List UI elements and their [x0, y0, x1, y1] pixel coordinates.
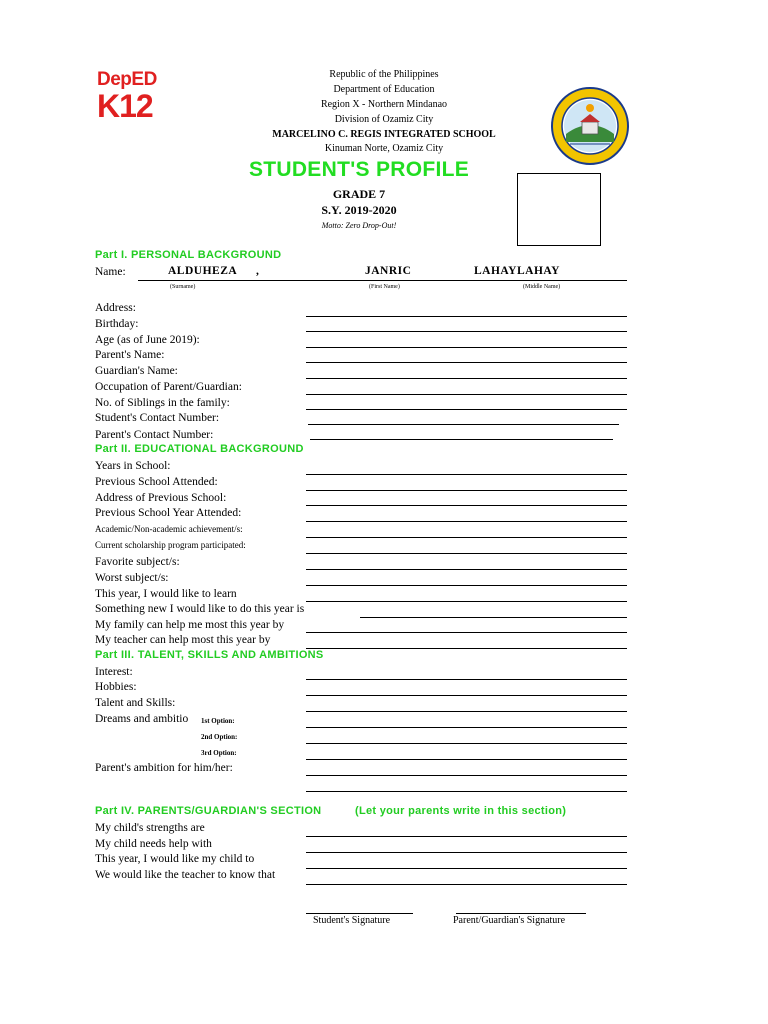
motto: Motto: Zero Drop-Out!: [321, 221, 397, 230]
part1-heading: Part I. PERSONAL BACKGROUND: [95, 249, 282, 261]
previous-school-year-line[interactable]: [306, 521, 627, 522]
something-new-line[interactable]: [360, 617, 627, 618]
student-contact-line[interactable]: [308, 424, 619, 425]
guardians-name-label: Guardian's Name:: [95, 365, 178, 377]
teacher-help-label: My teacher can help most this year by: [95, 634, 271, 646]
previous-school-label: Previous School Attended:: [95, 476, 218, 488]
grade-label: GRADE 7: [332, 187, 386, 201]
strengths-line[interactable]: [306, 836, 627, 837]
parent-ambition-line-2[interactable]: [306, 791, 627, 792]
option-3-line[interactable]: [306, 759, 627, 760]
something-new-label: Something new I would like to do this year is: [95, 603, 305, 615]
hobbies-line[interactable]: [306, 695, 627, 696]
photo-box[interactable]: [517, 173, 601, 246]
header-line-2: Department of Education: [333, 84, 435, 95]
address-line[interactable]: [306, 316, 627, 317]
needs-help-label: My child needs help with: [95, 838, 212, 850]
part4-heading: Part IV. PARENTS/GUARDIAN'S SECTION: [95, 805, 322, 817]
years-in-school-label: Years in School:: [95, 460, 171, 472]
previous-school-address-line[interactable]: [306, 505, 627, 506]
family-help-line[interactable]: [306, 632, 627, 633]
k12-logo-text: K12: [97, 88, 153, 124]
age-line[interactable]: [306, 347, 627, 348]
talent-skills-label: Talent and Skills:: [95, 697, 176, 709]
deped-logo-text: DepED: [97, 69, 157, 90]
previous-school-year-label: Previous School Year Attended:: [95, 507, 242, 519]
school-name: MARCELINO C. REGIS INTEGRATED SCHOOL: [272, 129, 496, 140]
header-line-4: Division of Ozamiz City: [334, 114, 434, 125]
parent-ambition-line-1[interactable]: [306, 775, 627, 776]
occupation-label: Occupation of Parent/Guardian:: [95, 381, 242, 393]
part3-heading: Part III. TALENT, SKILLS AND AMBITIONS: [95, 649, 324, 661]
hobbies-label: Hobbies:: [95, 681, 137, 693]
option-1-label: 1st Option:: [201, 717, 235, 725]
school-year: S.Y. 2019-2020: [321, 203, 397, 217]
dreams-label: Dreams and ambitio: [95, 713, 189, 725]
favorite-subject-line[interactable]: [306, 569, 627, 570]
parent-signature-line[interactable]: [456, 913, 586, 914]
first-name-value[interactable]: JANRIC: [365, 265, 412, 277]
worst-subject-line[interactable]: [306, 585, 627, 586]
option-1-line[interactable]: [306, 727, 627, 728]
occupation-line[interactable]: [306, 394, 627, 395]
interest-line[interactable]: [306, 679, 627, 680]
birthday-label: Birthday:: [95, 318, 139, 330]
achievements-label: Academic/Non-academic achievement/s:: [95, 524, 243, 534]
years-in-school-line[interactable]: [306, 474, 627, 475]
learn-line[interactable]: [306, 601, 627, 602]
teacher-help-line[interactable]: [306, 648, 627, 649]
scholarship-label: Current scholarship program participated:: [95, 540, 246, 550]
name-label: Name:: [95, 266, 126, 278]
parent-ambition-label: Parent's ambition for him/her:: [95, 762, 233, 774]
parents-name-line[interactable]: [306, 362, 627, 363]
learn-label: This year, I would like to learn: [95, 588, 237, 600]
achievements-line[interactable]: [306, 537, 627, 538]
student-contact-label: Student's Contact Number:: [95, 412, 220, 424]
first-name-caption: (First Name): [369, 284, 400, 290]
siblings-line[interactable]: [306, 409, 627, 410]
parent-contact-line[interactable]: [310, 439, 613, 440]
address-label: Address:: [95, 302, 136, 314]
talent-skills-line[interactable]: [306, 711, 627, 712]
option-3-label: 3rd Option:: [201, 749, 237, 757]
middle-name-caption: (Middle Name): [523, 284, 561, 290]
would-like-line[interactable]: [306, 868, 627, 869]
part4-note: (Let your parents write in this section): [355, 805, 567, 817]
worst-subject-label: Worst subject/s:: [95, 572, 169, 584]
favorite-subject-label: Favorite subject/s:: [95, 556, 180, 568]
teacher-know-line[interactable]: [306, 884, 627, 885]
needs-help-line[interactable]: [306, 852, 627, 853]
would-like-label: This year, I would like my child to: [95, 853, 255, 865]
birthday-line[interactable]: [306, 331, 627, 332]
parent-contact-label: Parent's Contact Number:: [95, 429, 214, 441]
header-line-1: Republic of the Philippines: [329, 69, 439, 80]
guardians-name-line[interactable]: [306, 378, 627, 379]
student-signature-label: Student's Signature: [313, 915, 391, 926]
parents-name-label: Parent's Name:: [95, 349, 165, 361]
previous-school-line[interactable]: [306, 490, 627, 491]
option-2-label: 2nd Option:: [201, 733, 238, 741]
surname-value[interactable]: ALDUHEZA: [168, 265, 238, 277]
student-signature-line[interactable]: [306, 913, 413, 914]
parent-signature-label: Parent/Guardian's Signature: [453, 915, 566, 926]
part2-heading: Part II. EDUCATIONAL BACKGROUND: [95, 443, 304, 455]
middle-name-value[interactable]: LAHAYLAHAY: [474, 265, 560, 277]
siblings-label: No. of Siblings in the family:: [95, 397, 230, 409]
family-help-label: My family can help me most this year by: [95, 619, 285, 631]
page-title: STUDENT'S PROFILE: [248, 158, 470, 181]
age-label: Age (as of June 2019):: [95, 334, 200, 346]
previous-school-address-label: Address of Previous School:: [95, 492, 227, 504]
strengths-label: My child's strengths are: [95, 822, 205, 834]
option-2-line[interactable]: [306, 743, 627, 744]
school-address: Kinuman Norte, Ozamiz City: [324, 143, 444, 154]
name-comma: ,: [256, 265, 260, 277]
surname-caption: (Surname): [170, 284, 196, 290]
interest-label: Interest:: [95, 666, 133, 678]
scholarship-line[interactable]: [306, 553, 627, 554]
header-line-3: Region X - Northern Mindanao: [320, 99, 448, 110]
teacher-know-label: We would like the teacher to know that: [95, 869, 276, 881]
name-underline: [138, 280, 627, 281]
